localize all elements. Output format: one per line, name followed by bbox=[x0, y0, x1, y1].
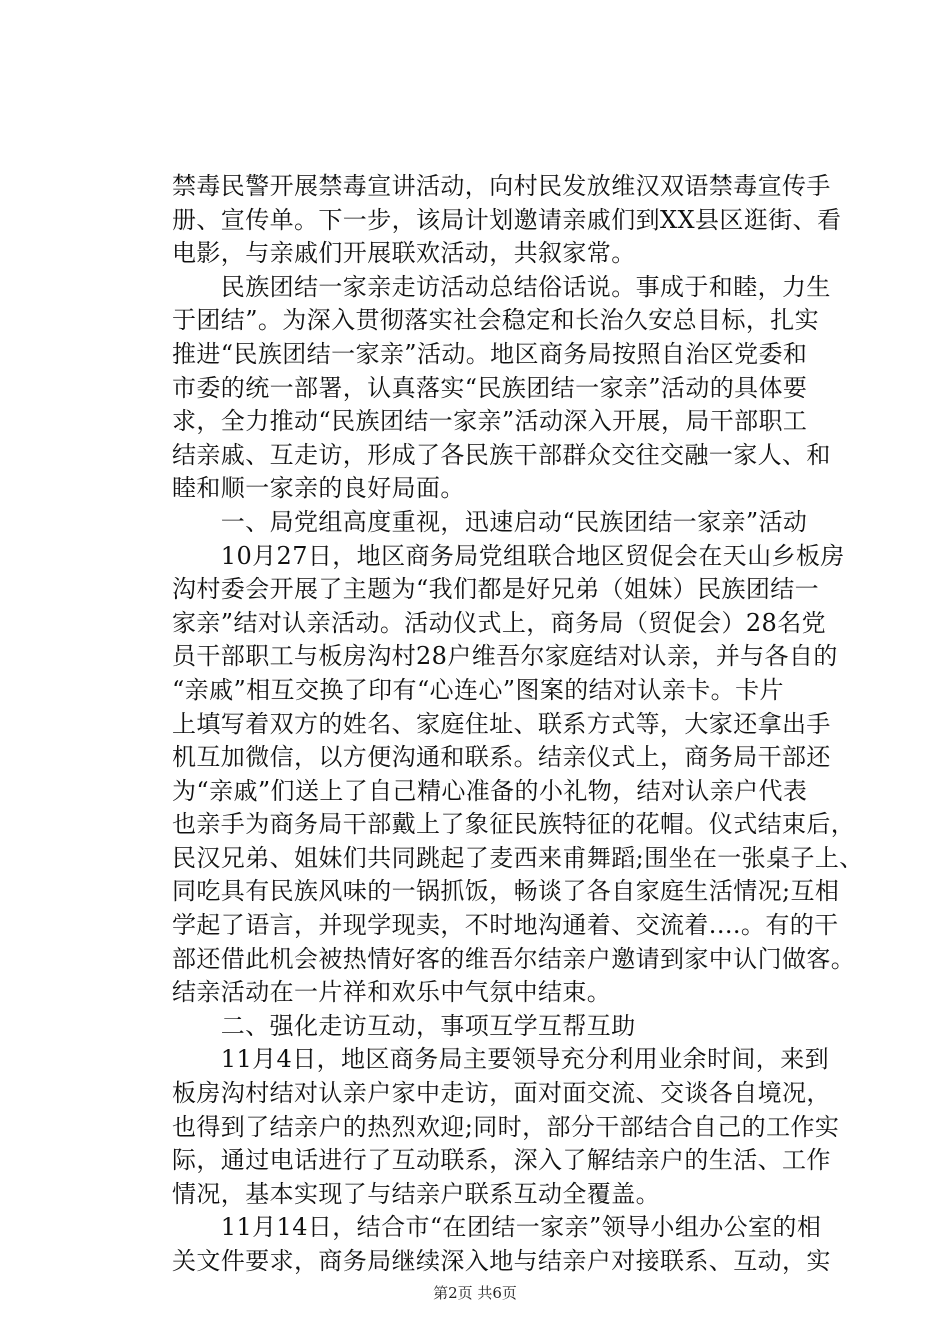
text-line: 同吃具有民族风味的一锅抓饭，畅谈了各自家庭生活情况;互相 bbox=[172, 877, 840, 906]
text-line: 推进“民族团结一家亲”活动。地区商务局按照自治区党委和 bbox=[172, 339, 808, 368]
text-line: 关文件要求，商务局继续深入地与结亲户对接联系、互动，实 bbox=[172, 1247, 831, 1275]
text-line: 上填写着双方的姓名、家庭住址、联系方式等，大家还拿出手 bbox=[172, 709, 831, 738]
text-line: 睦和顺一家亲的良好局面。 bbox=[172, 474, 465, 503]
text-line: 情况，基本实现了与结亲户联系互动全覆盖。 bbox=[172, 1179, 660, 1208]
text-line: 电影，与亲戚们开展联欢活动，共叙家常。 bbox=[172, 239, 636, 268]
text-line: 为“亲戚”们送上了自己精心准备的小礼物，结对认亲户代表 bbox=[172, 776, 808, 805]
text-line: 板房沟村结对认亲户家中走访，面对面交流、交谈各自境况， bbox=[172, 1079, 831, 1108]
text-line: 结亲戚、互走访，形成了各民族干部群众交往交融一家人、和 bbox=[172, 440, 831, 469]
text-line: 11月14日，结合市“在团结一家亲”领导小组办公室的相 bbox=[172, 1213, 822, 1242]
text-line: 也亲手为商务局干部戴上了象征民族特征的花帽。仪式结束后， bbox=[172, 810, 856, 839]
text-line: 部还借此机会被热情好客的维吾尔结亲户邀请到家中认门做客。 bbox=[172, 944, 856, 973]
page-number: 第2页 共6页 bbox=[433, 1284, 517, 1302]
text-line: 市委的统一部署，认真落实“民族团结一家亲”活动的具体要 bbox=[172, 373, 808, 402]
text-line: 民汉兄弟、姐妹们共同跳起了麦西来甫舞蹈;围坐在一张桌子上、 bbox=[172, 843, 864, 872]
text-line: 于团结”。为深入贯彻落实社会稳定和长治久安总目标，扎实 bbox=[172, 306, 820, 335]
text-line: 际，通过电话进行了互动联系，深入了解结亲户的生活、工作 bbox=[172, 1146, 831, 1175]
section-heading-1: 一、局党组高度重视，迅速启动“民族团结一家亲”活动 bbox=[172, 507, 808, 536]
text-line: 员干部职工与板房沟村28户维吾尔家庭结对认亲，并与各自的 bbox=[172, 642, 838, 671]
text-line: 民族团结一家亲走访活动总结俗话说。事成于和睦，力生 bbox=[172, 272, 831, 301]
text-line: 结亲活动在一片祥和欢乐中气氛中结束。 bbox=[172, 978, 612, 1007]
text-line: 禁毒民警开展禁毒宣讲活动，向村民发放维汉双语禁毒宣传手 bbox=[172, 172, 831, 200]
text-line: 机互加微信，以方便沟通和联系。结亲仪式上，商务局干部还 bbox=[172, 743, 831, 772]
text-line: 沟村委会开展了主题为“我们都是好兄弟（姐妹）民族团结一 bbox=[172, 575, 820, 604]
page-footer bbox=[0, 1283, 950, 1303]
text-line: 家亲”结对认亲活动。活动仪式上，商务局（贸促会）28名党 bbox=[172, 608, 827, 637]
text-line: 学起了语言，并现学现卖，不时地沟通着、交流着....。有的干 bbox=[172, 911, 839, 940]
text-line: 求，全力推动“民族团结一家亲”活动深入开展，局干部职工 bbox=[172, 407, 808, 436]
text-line: 11月4日，地区商务局主要领导充分利用业余时间，来到 bbox=[172, 1045, 830, 1074]
text-line: “亲戚”相互交换了印有“心连心”图案的结对认亲卡。卡片 bbox=[172, 675, 784, 704]
text-line: 册、宣传单。下一步，该局计划邀请亲戚们到XX县区逛街、看 bbox=[172, 205, 842, 234]
section-heading-2: 二、强化走访互动，事项互学互帮互助 bbox=[172, 1011, 636, 1040]
text-line: 也得到了结亲户的热烈欢迎;同时，部分干部结合自己的工作实 bbox=[172, 1112, 840, 1141]
document-body bbox=[172, 170, 864, 1279]
text-line: 10月27日，地区商务局党组联合地区贸促会在天山乡板房 bbox=[172, 541, 845, 570]
